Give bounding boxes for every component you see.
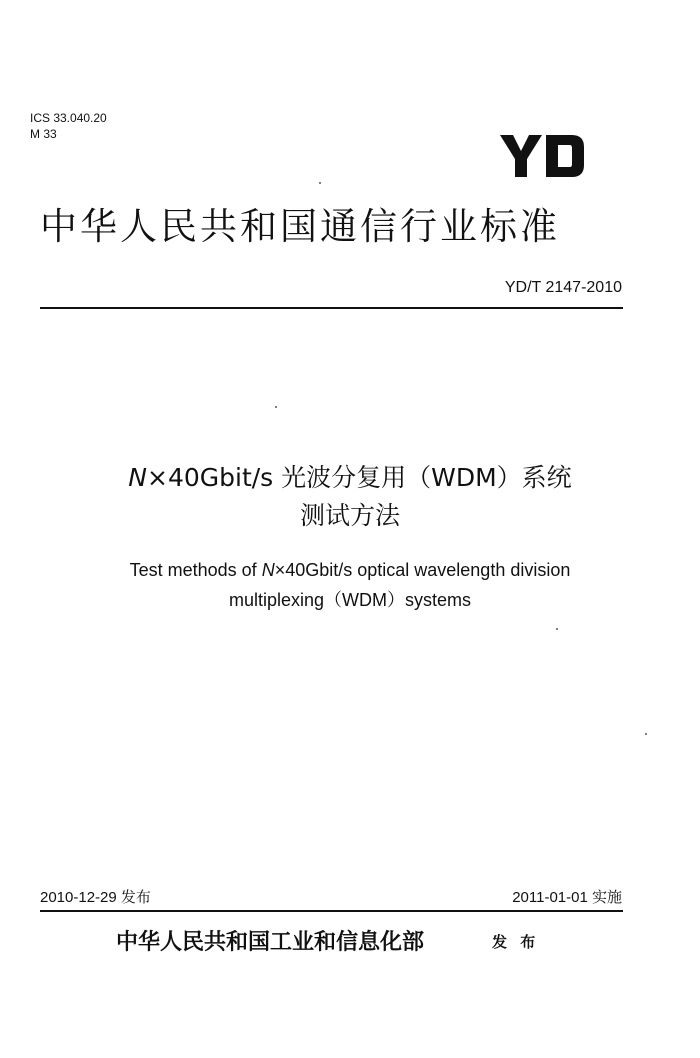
title-en-line-1	[0, 555, 700, 585]
yd-logo	[500, 133, 590, 179]
issue-label: 发 布	[492, 933, 540, 951]
standard-code: YD/T 2147-2010	[504, 279, 622, 296]
document-title-chinese	[0, 459, 700, 535]
scan-speck	[645, 733, 647, 735]
title-en-line-1-prefix: Test methods of	[129, 560, 262, 580]
title-cn-line-2: 测试方法	[299, 501, 400, 530]
bottom-divider	[40, 910, 623, 912]
classification-codes	[30, 110, 107, 142]
scan-speck	[275, 406, 277, 408]
standard-category-title: 中华人民共和国通信行业标准	[40, 205, 560, 248]
title-en-line-1-suffix: ×40Gbit/s optical wavelength division	[274, 560, 571, 580]
title-cn-line-1-text: ×40Gbit/s 光波分复用（WDM）系统	[147, 463, 572, 492]
implement-date: 2011-01-01 实施	[512, 889, 622, 906]
document-title-english	[0, 555, 700, 615]
title-en-variable: N	[261, 560, 275, 580]
issuing-authority: 中华人民共和国工业和信息化部	[116, 929, 425, 955]
yd-logo-mark	[500, 133, 590, 179]
publish-date: 2010-12-29 发布	[40, 889, 151, 906]
scan-speck	[319, 182, 321, 184]
title-cn-line-1	[0, 459, 700, 497]
ics-code: ICS 33.040.20	[30, 111, 107, 125]
ccs-code: M 33	[30, 127, 57, 141]
scan-speck	[556, 628, 558, 630]
top-divider	[40, 307, 623, 309]
title-cn-variable: N	[128, 463, 147, 492]
title-en-line-2: multiplexing（WDM）systems	[228, 590, 472, 610]
